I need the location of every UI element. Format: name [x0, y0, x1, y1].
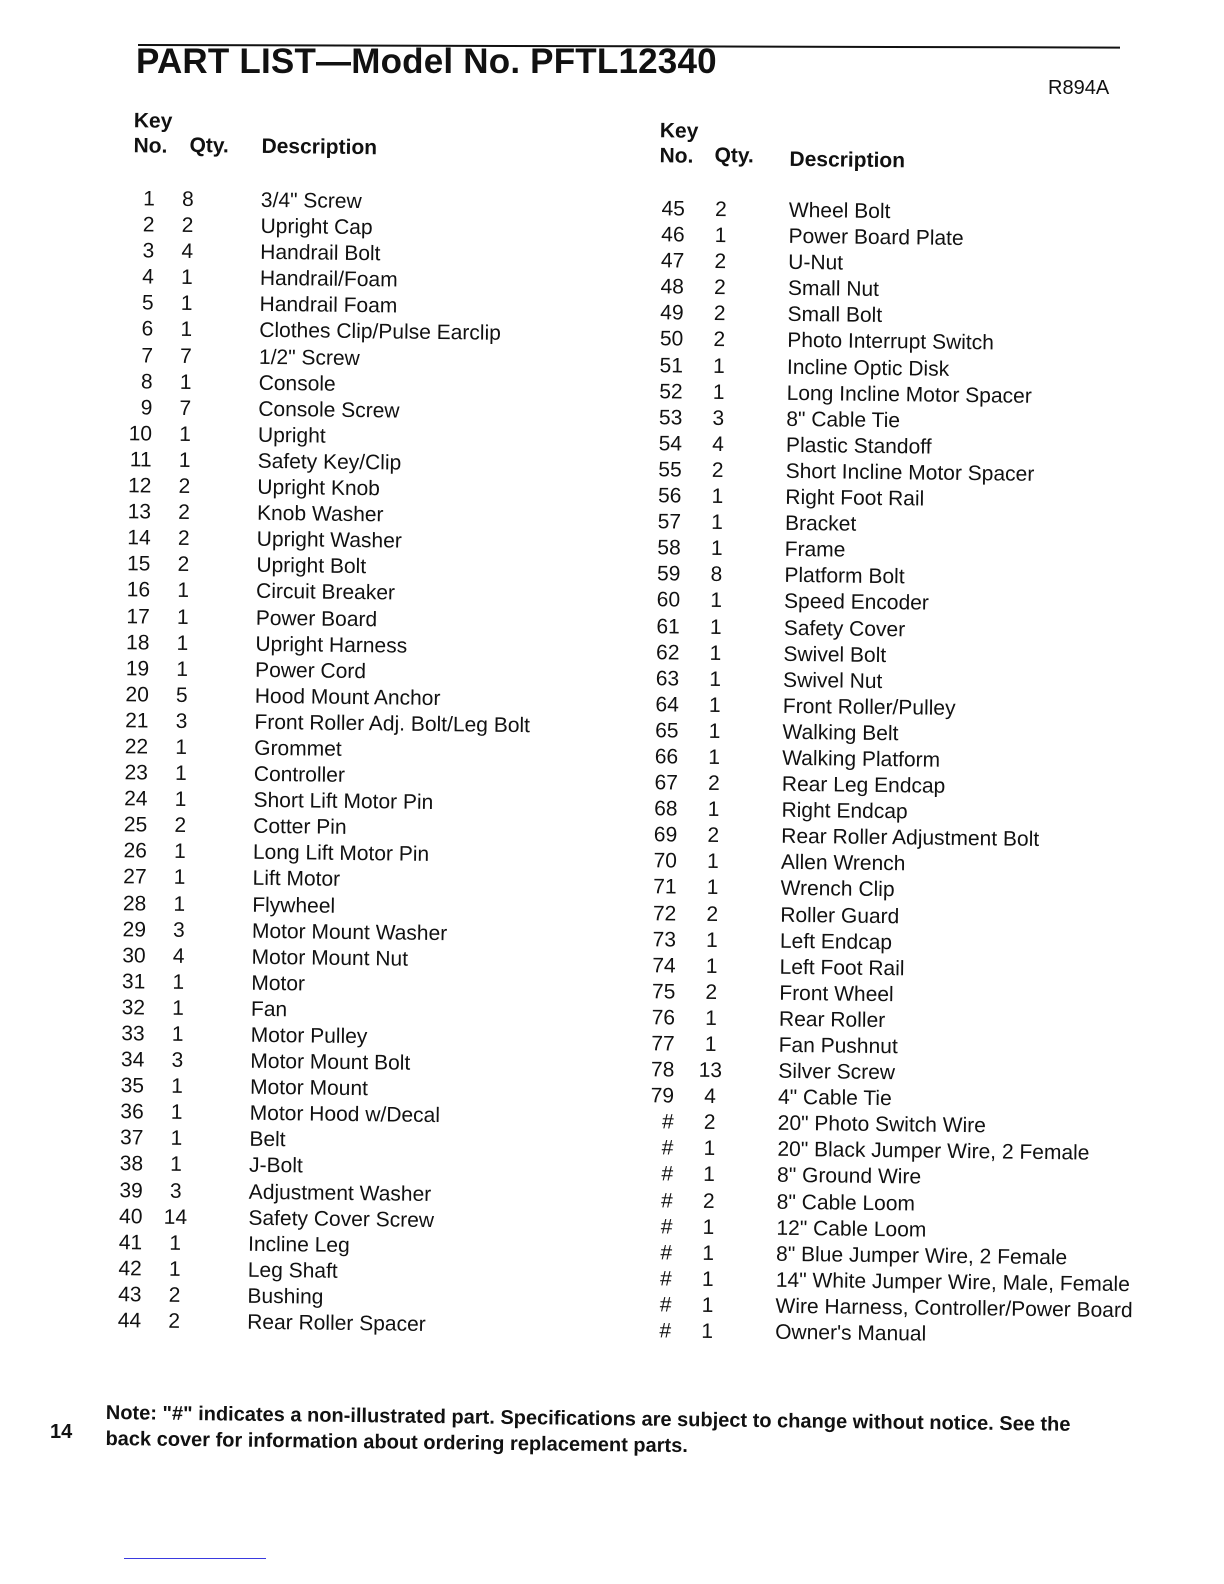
part-qty: 1	[170, 1101, 183, 1125]
key-label: Key	[133, 109, 173, 133]
qty-header: Qty.	[714, 143, 754, 168]
footer-line	[124, 1558, 266, 1559]
part-qty: 1	[710, 537, 723, 561]
part-description: Small Bolt	[787, 303, 883, 328]
part-qty: 13	[698, 1058, 723, 1083]
part-description: Right Endcap	[781, 798, 908, 824]
key-label: Key	[659, 119, 699, 143]
part-qty: 2	[181, 213, 194, 238]
part-qty: 7	[179, 396, 192, 420]
part-key: 78	[650, 1058, 675, 1082]
part-description: Clothes Clip/Pulse Earclip	[259, 319, 502, 346]
part-qty: 2	[178, 474, 191, 499]
part-key: 32	[121, 996, 146, 1020]
part-qty: 1	[179, 422, 192, 446]
part-qty: 1	[712, 380, 725, 404]
part-description: Short Lift Motor Pin	[253, 788, 434, 815]
part-description: Safety Cover Screw	[248, 1206, 435, 1232]
part-description: Handrail/Foam	[259, 267, 398, 292]
part-description: Motor Pulley	[250, 1023, 368, 1049]
part-description: Lift Motor	[252, 867, 341, 892]
part-qty: 2	[713, 328, 726, 352]
column-header	[637, 118, 1118, 202]
part-description: Upright Washer	[256, 528, 402, 553]
column-header	[111, 108, 582, 192]
part-description: Power Cord	[255, 658, 367, 683]
part-qty: 1	[172, 970, 185, 994]
part-qty: 1	[175, 735, 188, 759]
part-description: Bracket	[784, 511, 857, 536]
part-qty: 1	[702, 1241, 715, 1265]
part-qty: 1	[701, 1293, 714, 1317]
part-qty: 2	[705, 980, 718, 1004]
part-description: Knob Washer	[256, 501, 384, 527]
part-description: 20" Black Jumper Wire, 2 Female	[777, 1138, 1090, 1165]
part-key: 63	[655, 666, 680, 691]
part-key: 75	[651, 980, 676, 1004]
part-description: Safety Cover	[783, 616, 906, 641]
part-qty: 3	[712, 406, 725, 430]
part-key: 2	[142, 213, 155, 237]
part-key: 47	[660, 249, 685, 273]
part-key: 46	[661, 223, 685, 247]
part-qty: 1	[177, 579, 190, 603]
part-description: Allen Wrench	[780, 851, 906, 876]
part-key: 54	[658, 432, 683, 456]
part-key: 33	[121, 1022, 145, 1046]
part-key: 28	[122, 891, 147, 916]
qty-header: Qty.	[189, 133, 229, 158]
parts-column-right	[623, 118, 1133, 1350]
part-row	[97, 1308, 567, 1340]
part-description: Front Roller/Pulley	[782, 694, 956, 720]
part-key: 53	[658, 406, 683, 430]
part-key: 60	[656, 588, 681, 612]
part-key: 15	[126, 552, 151, 576]
part-qty: 1	[705, 1006, 717, 1030]
part-qty: 2	[177, 553, 190, 577]
part-qty: 2	[706, 902, 719, 926]
part-key: #	[659, 1319, 672, 1343]
description-header: Description	[261, 134, 378, 160]
part-qty: 1	[171, 1074, 184, 1099]
part-key: 71	[653, 875, 677, 899]
part-qty: 1	[703, 1163, 716, 1187]
part-description: Owner's Manual	[775, 1320, 927, 1346]
part-qty: 1	[180, 266, 193, 290]
part-description: Left Foot Rail	[779, 955, 905, 981]
part-key: 17	[126, 604, 150, 628]
part-key: 57	[657, 510, 682, 534]
part-qty: 1	[173, 892, 186, 916]
part-description: Power Board Plate	[788, 224, 964, 251]
part-key: 42	[118, 1257, 142, 1281]
part-key: 1	[143, 187, 156, 211]
part-description: 8" Blue Jumper Wire, 2 Female	[775, 1242, 1068, 1270]
part-key: 49	[660, 301, 684, 325]
part-description: Frame	[784, 538, 846, 562]
part-qty: 8	[710, 563, 723, 587]
part-description: Small Nut	[787, 277, 880, 302]
parts-list-left	[97, 186, 581, 1340]
part-qty: 1	[711, 484, 724, 509]
part-qty: 2	[713, 276, 726, 300]
part-key: 18	[125, 630, 150, 655]
part-qty: 1	[709, 641, 722, 665]
part-qty: 1	[701, 1319, 714, 1344]
part-key: 7	[141, 343, 154, 368]
part-description: Cotter Pin	[253, 815, 347, 840]
part-description: Motor	[251, 971, 306, 996]
part-key: 26	[123, 839, 148, 863]
part-key: 10	[128, 422, 153, 446]
part-key: 14	[127, 526, 151, 550]
part-qty: 1	[174, 787, 187, 812]
part-key: #	[659, 1293, 672, 1317]
part-description: Circuit Breaker	[255, 580, 396, 605]
part-description: 1/2" Screw	[258, 345, 360, 370]
part-key: 69	[653, 823, 678, 847]
part-description: 4" Cable Tie	[777, 1085, 892, 1111]
part-key: 31	[121, 970, 146, 994]
part-qty: 1	[705, 954, 718, 978]
part-description: Motor Mount Bolt	[250, 1049, 411, 1075]
part-description: Hood Mount Anchor	[254, 684, 441, 710]
part-qty: 1	[708, 719, 721, 743]
part-qty: 1	[168, 1257, 181, 1281]
part-key: 5	[141, 291, 154, 315]
part-key: 27	[123, 865, 147, 889]
part-qty: 2	[177, 527, 190, 551]
part-key: #	[661, 1110, 674, 1134]
part-description: Rear Leg Endcap	[781, 772, 946, 798]
part-qty: 1	[180, 292, 193, 316]
part-key: 40	[118, 1204, 143, 1229]
part-key: 39	[119, 1178, 143, 1203]
part-key: 59	[656, 562, 681, 586]
part-key: 62	[655, 640, 680, 665]
part-description: Fan	[250, 997, 288, 1022]
part-description: Front Wheel	[779, 981, 894, 1007]
part-description: Console	[258, 371, 336, 396]
part-qty: 1	[173, 840, 186, 864]
part-description: Walking Platform	[782, 746, 941, 772]
part-key: 61	[656, 614, 680, 639]
part-description: Fan Pushnut	[778, 1033, 898, 1059]
part-key: 16	[126, 578, 151, 602]
part-key: 72	[652, 901, 677, 926]
part-qty: 2	[178, 500, 191, 525]
footnote: Note: "#" indicates a non-illustrated part. Specifications are subject to change without notice. See the back cover for information about ordering replacement parts.	[105, 1401, 1071, 1458]
part-key: 79	[650, 1084, 675, 1108]
part-description: 3/4" Screw	[260, 188, 362, 214]
part-qty: 5	[175, 683, 188, 707]
description-header: Description	[789, 147, 906, 173]
part-description: 20" Photo Switch Wire	[777, 1112, 987, 1138]
no-label: No.	[133, 134, 168, 158]
part-description: Front Roller Adj. Bolt/Leg Bolt	[254, 710, 531, 738]
part-qty: 7	[179, 344, 192, 368]
part-key: 30	[122, 943, 146, 968]
part-key: 3	[142, 239, 155, 263]
part-qty: 1	[178, 448, 191, 472]
part-key: 36	[120, 1100, 144, 1124]
part-description: Long Lift Motor Pin	[252, 841, 430, 867]
part-description: Motor Hood w/Decal	[249, 1102, 441, 1128]
part-description: 8" Ground Wire	[776, 1164, 922, 1190]
part-key: 66	[654, 745, 679, 769]
part-description: Upright Knob	[257, 475, 381, 501]
part-qty: 1	[714, 224, 727, 248]
part-description: Silver Screw	[778, 1059, 896, 1085]
part-key: 34	[120, 1048, 145, 1072]
part-qty: 1	[173, 866, 186, 890]
part-key: 35	[120, 1074, 145, 1098]
part-key: 23	[124, 761, 149, 785]
part-key: 25	[123, 813, 148, 837]
part-description: Rear Roller Spacer	[247, 1310, 426, 1336]
part-key: 24	[124, 787, 148, 811]
part-key: 74	[652, 953, 676, 978]
part-key: 65	[655, 719, 679, 743]
part-description: Photo Interrupt Switch	[787, 329, 995, 355]
part-description: Adjustment Washer	[248, 1180, 432, 1206]
part-description: Swivel Bolt	[783, 642, 887, 667]
part-description: Wheel Bolt	[788, 198, 891, 224]
part-description: Short Incline Motor Spacer	[785, 459, 1035, 486]
part-key: 44	[117, 1309, 142, 1333]
part-qty: 2	[713, 302, 726, 326]
part-qty: 1	[706, 850, 719, 874]
part-key: 29	[122, 917, 147, 942]
part-description: Left Endcap	[779, 929, 893, 954]
part-description: J-Bolt	[248, 1154, 303, 1178]
part-description: Platform Bolt	[784, 564, 905, 589]
part-key: 19	[125, 656, 150, 681]
key-no-header	[659, 118, 698, 168]
part-description: Belt	[249, 1128, 286, 1152]
part-description: Plastic Standoff	[785, 433, 932, 459]
part-qty: 1	[708, 745, 721, 770]
part-qty: 8	[181, 187, 194, 212]
part-description: Flywheel	[252, 893, 336, 918]
part-qty: 3	[169, 1179, 182, 1203]
part-qty: 1	[176, 657, 189, 681]
part-key: 13	[127, 500, 152, 524]
part-qty: 1	[176, 605, 189, 629]
part-qty: 14	[163, 1205, 188, 1229]
part-qty: 1	[706, 876, 719, 900]
part-qty: 1	[709, 667, 722, 691]
part-description: Wire Harness, Controller/Power Board	[775, 1294, 1133, 1323]
part-description: Handrail Foam	[259, 293, 398, 318]
part-qty: 3	[171, 1048, 184, 1073]
part-key: 52	[659, 379, 683, 404]
part-key: 38	[119, 1152, 144, 1176]
no-label: No.	[659, 144, 694, 168]
part-key: #	[660, 1241, 673, 1265]
part-row	[623, 1318, 1103, 1350]
part-key: #	[659, 1267, 672, 1291]
part-qty: 1	[708, 693, 721, 717]
part-key: 43	[118, 1283, 142, 1307]
part-description: Speed Encoder	[783, 590, 930, 615]
part-description: 8" Cable Loom	[776, 1190, 916, 1216]
part-key: 50	[659, 327, 684, 352]
part-key: 37	[119, 1126, 144, 1150]
part-qty: 2	[707, 824, 720, 848]
part-description: Long Incline Motor Spacer	[786, 381, 1032, 408]
part-description: Bushing	[247, 1284, 324, 1309]
part-description: Walking Belt	[782, 720, 899, 746]
part-qty: 4	[712, 432, 725, 456]
part-description: Upright Bolt	[256, 554, 367, 579]
part-key: 8	[140, 370, 153, 394]
parts-list-right	[623, 196, 1133, 1350]
part-description: Power Board	[255, 606, 378, 631]
part-description: 14" White Jumper Wire, Male, Female	[775, 1268, 1130, 1296]
part-qty: 1	[711, 511, 724, 535]
part-description: Motor Mount Nut	[251, 945, 409, 971]
part-key: 4	[142, 265, 155, 289]
part-description: Roller Guard	[780, 903, 900, 928]
part-description: Upright Harness	[255, 632, 408, 658]
part-qty: 1	[179, 370, 192, 394]
part-key: #	[661, 1136, 674, 1160]
part-qty: 1	[705, 928, 718, 952]
part-qty: 1	[702, 1215, 715, 1239]
part-key: 11	[129, 448, 152, 472]
part-description: Grommet	[254, 736, 342, 761]
part-key: 21	[125, 709, 149, 733]
part-qty: 2	[168, 1309, 181, 1333]
part-description: Swivel Nut	[783, 668, 883, 693]
part-key: #	[661, 1162, 674, 1186]
part-description: Motor Mount Washer	[251, 919, 448, 945]
part-key: 67	[654, 771, 679, 795]
part-qty: 1	[170, 1127, 183, 1151]
part-qty: 4	[704, 1085, 717, 1109]
part-key: 70	[653, 849, 678, 873]
part-qty: 4	[181, 240, 194, 264]
part-description: Rear Roller Adjustment Bolt	[781, 825, 1040, 852]
part-key: 68	[654, 797, 678, 821]
part-qty: 2	[703, 1111, 716, 1135]
part-description: Motor Mount	[249, 1075, 369, 1101]
part-qty: 1	[703, 1137, 716, 1161]
part-description: Rear Roller	[778, 1007, 886, 1032]
part-key: 58	[657, 536, 681, 560]
part-qty: 3	[172, 918, 185, 942]
part-key: 48	[660, 275, 685, 299]
part-qty: 1	[707, 798, 720, 822]
part-qty: 3	[175, 709, 188, 733]
part-description: Incline Optic Disk	[786, 355, 950, 381]
part-qty: 1	[180, 318, 193, 342]
part-description: 8" Cable Tie	[786, 407, 901, 432]
part-qty: 2	[168, 1283, 181, 1307]
part-key: 64	[655, 693, 679, 717]
part-key: 9	[140, 396, 153, 420]
part-qty: 1	[170, 1153, 183, 1177]
part-description: Incline Leg	[247, 1232, 350, 1257]
part-qty: 1	[174, 761, 187, 786]
part-description: Upright	[257, 423, 326, 448]
part-key: 41	[118, 1230, 143, 1255]
part-description: Console Screw	[258, 397, 400, 423]
part-key: #	[660, 1215, 673, 1239]
part-key: 77	[651, 1032, 675, 1056]
part-qty: 1	[176, 631, 189, 655]
part-qty: 2	[174, 814, 187, 838]
part-key: 45	[661, 197, 686, 221]
part-description: Safety Key/Clip	[257, 449, 402, 475]
part-key: 76	[651, 1006, 676, 1030]
part-qty: 1	[171, 1022, 184, 1046]
part-qty: 2	[702, 1189, 715, 1213]
part-description: Right Foot Rail	[785, 485, 925, 511]
part-qty: 2	[714, 250, 727, 274]
part-description: Controller	[253, 762, 346, 787]
part-description: Upright Cap	[260, 214, 373, 240]
part-description: Leg Shaft	[247, 1258, 338, 1283]
part-qty: 1	[709, 615, 722, 639]
part-description: U-Nut	[788, 251, 844, 275]
part-qty: 1	[701, 1267, 714, 1291]
page-number: 14	[50, 1421, 73, 1443]
part-key: 12	[127, 474, 152, 498]
part-qty: 1	[704, 1032, 717, 1057]
part-description: Wrench Clip	[780, 877, 895, 902]
part-key: 55	[658, 458, 682, 482]
part-key: 51	[659, 353, 684, 378]
part-key: 56	[657, 484, 682, 508]
part-qty: 4	[172, 944, 185, 968]
part-qty: 1	[712, 354, 725, 378]
part-description: 12" Cable Loom	[776, 1216, 927, 1242]
part-qty: 1	[169, 1231, 182, 1255]
page-title: PART LIST—Model No. PFTL12340	[136, 42, 717, 81]
parts-column-left	[97, 108, 582, 1340]
part-description: Handrail Bolt	[260, 241, 381, 266]
part-qty: 1	[710, 589, 723, 613]
part-key: 6	[141, 317, 154, 341]
document-code: R894A	[1048, 77, 1110, 99]
part-key: 22	[124, 735, 149, 759]
part-key: #	[660, 1188, 673, 1213]
part-key: 73	[652, 927, 677, 952]
part-qty: 2	[714, 197, 727, 222]
key-no-header	[133, 108, 172, 158]
part-qty: 2	[707, 771, 720, 796]
part-qty: 2	[711, 458, 724, 483]
part-qty: 1	[172, 996, 184, 1020]
part-key: 20	[125, 682, 149, 707]
